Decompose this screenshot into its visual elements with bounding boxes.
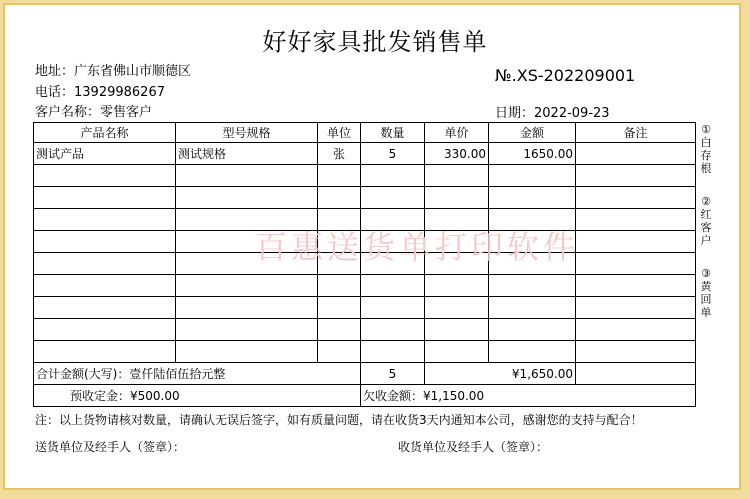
total-row	[34, 363, 696, 385]
empty-row	[34, 319, 696, 341]
items-table	[33, 122, 696, 407]
empty-row	[34, 165, 696, 187]
empty-row	[34, 341, 696, 363]
empty-row	[34, 209, 696, 231]
total-amount-words: 合计金额(大写)：壹仟陆佰伍拾元整	[34, 363, 361, 385]
table-row	[34, 143, 696, 165]
unit-cell: 张	[318, 143, 361, 165]
balance-due: 欠收金额：¥1,150.00	[361, 385, 696, 407]
copy-label-red: ②红客户	[700, 195, 712, 247]
total-amount: ¥1,650.00	[425, 363, 576, 385]
customer-name-text: 客户名称：零售客户	[35, 105, 153, 120]
footer-note: 注：以上货物请核对数量，请确认无误后签字，如有质量问题，请在收货3天内通知本公司，感谢您的支持与配合！	[35, 413, 643, 427]
document-title: 好好家具批发销售单	[262, 28, 488, 56]
empty-row	[34, 231, 696, 253]
quantity-cell: 5	[361, 143, 425, 165]
product-name-cell: 测试产品	[34, 143, 176, 165]
empty-row	[34, 253, 696, 275]
document-number: №.XS-202209001	[495, 66, 636, 85]
remark-cell	[576, 143, 696, 165]
phone-text: 电话：13929986267	[35, 85, 165, 100]
date-text: 日期：2022-09-23	[495, 106, 610, 121]
unit-price-cell: 330.00	[425, 143, 489, 165]
copy-label-white: ①白存根	[700, 123, 712, 175]
spec-cell: 测试规格	[176, 143, 318, 165]
sender-signature-label: 送货单位及经手人（签章）：	[35, 440, 186, 454]
column-header: 产品名称	[34, 123, 176, 143]
table-header-row	[34, 123, 696, 143]
column-header: 单价	[425, 123, 489, 143]
column-header: 金额	[489, 123, 576, 143]
empty-row	[34, 297, 696, 319]
column-header: 数量	[361, 123, 425, 143]
receiver-signature-label: 收货单位及经手人（签章）：	[398, 440, 549, 454]
payment-row	[34, 385, 696, 407]
total-quantity: 5	[361, 363, 425, 385]
prepaid-deposit: 预收定金：¥500.00	[34, 385, 361, 407]
copy-label-yellow: ③黄回单	[700, 267, 712, 319]
watermark-text: 百惠送货单打印软件	[255, 228, 580, 266]
empty-row	[34, 275, 696, 297]
column-header: 型号规格	[176, 123, 318, 143]
empty-row	[34, 187, 696, 209]
column-header: 单位	[318, 123, 361, 143]
amount-cell: 1650.00	[489, 143, 576, 165]
column-header: 备注	[576, 123, 696, 143]
address-text: 地址：广东省佛山市顺德区	[35, 64, 192, 79]
